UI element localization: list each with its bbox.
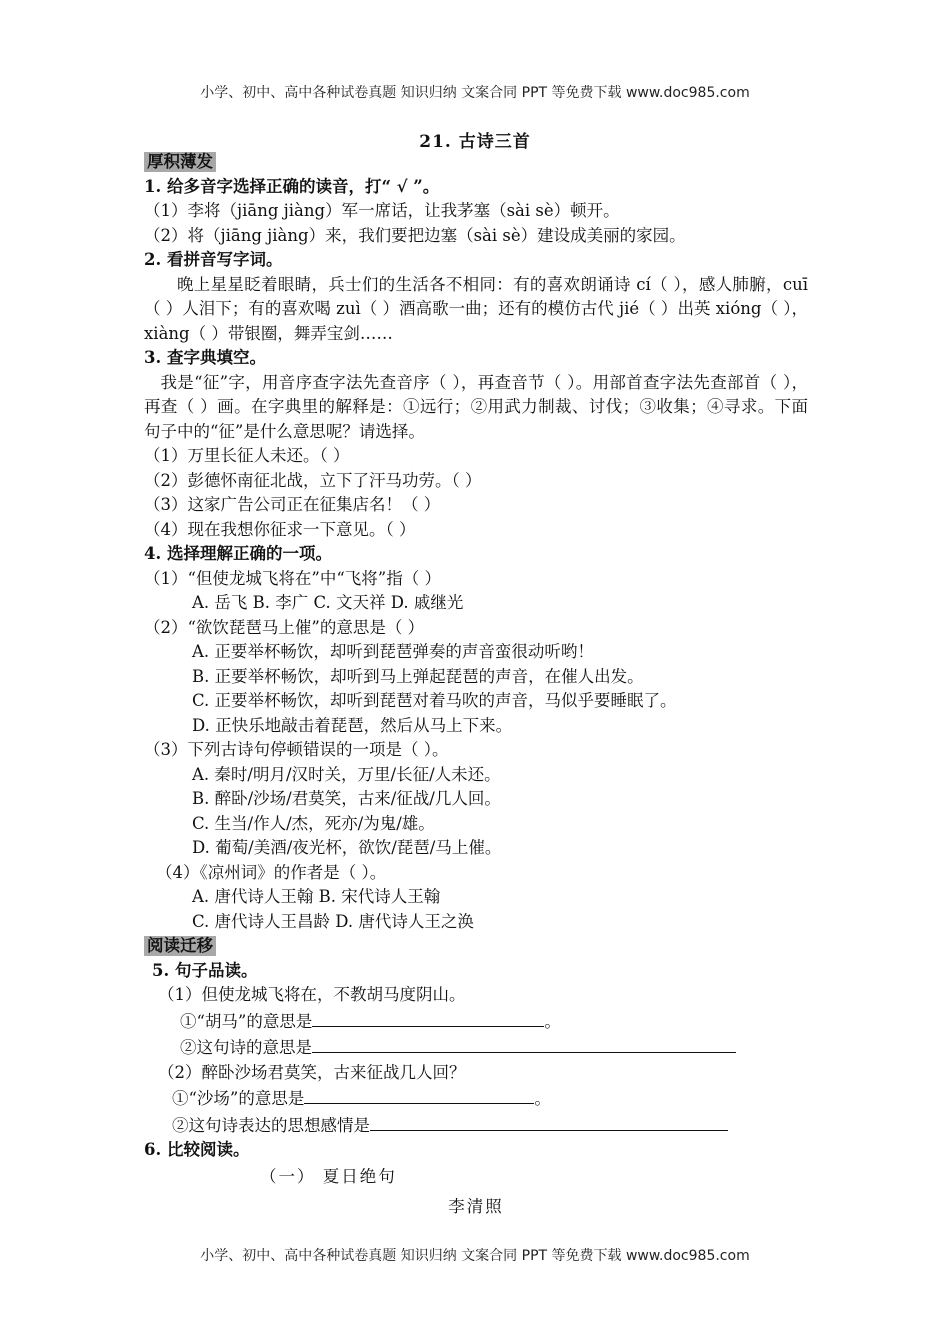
- question-4-sub-3-option-a: A. 秦时/明月/汉时关，万里/长征/人未还。: [192, 764, 501, 784]
- question-4-heading: 4. 选择理解正确的一项。: [144, 544, 332, 563]
- question-5-heading: 5. 句子品读。: [152, 960, 258, 980]
- page-footer: 小学、初中、高中各种试卷真题 知识归纳 文案合同 PPT 等免费下载 www.doc985.com: [200, 1248, 750, 1264]
- question-4-sub-4-options-row-2: C. 唐代诗人王昌龄 D. 唐代诗人王之涣: [192, 911, 474, 931]
- question-5-sub-1-a-row: [144, 1008, 808, 1035]
- question-5-sub-2-a-row: [144, 1085, 808, 1112]
- question-4-sub-1: （1）“但使龙城飞将在”中“飞将”指（ ）: [144, 568, 441, 588]
- question-5-sub-1-a: ①“胡马”的意思是: [180, 1011, 313, 1031]
- question-4-sub-1-options: A. 岳飞 B. 李广 C. 文天祥 D. 戚继光: [192, 593, 464, 612]
- answer-blank-feeling[interactable]: [370, 1112, 728, 1131]
- question-3-item-3: （3）这家广告公司正在征集店名！（ ）: [144, 495, 441, 514]
- page-title: 21. 古诗三首: [419, 132, 531, 152]
- question-5-sub-2-b: ②这句诗表达的思想感情是: [172, 1115, 370, 1135]
- question-1-item-1: （1）李将（jiāng jiàng）军一席话，让我茅塞（sài sè）顿开。: [144, 201, 620, 220]
- question-5-sub-1: （1）但使龙城飞将在，不教胡马度阴山。: [158, 985, 466, 1004]
- question-4-sub-4: （4）《凉州词》的作者是（ ）。: [156, 862, 387, 882]
- question-4-sub-3: （3）下列古诗句停顿错误的一项是（ ）。: [144, 740, 449, 759]
- question-4-sub-4-options-row-1: A. 唐代诗人王翰 B. 宋代诗人王翰: [192, 887, 441, 906]
- question-6-heading: 6. 比较阅读。: [144, 1140, 250, 1159]
- question-4-sub-2-option-b: B. 正要举杯畅饮，却听到马上弹起琵琶的声音，在催人出发。: [192, 666, 644, 686]
- question-2-heading: 2. 看拼音写字词。: [144, 250, 283, 269]
- section-tag-reading: 阅读迁移: [144, 936, 216, 956]
- question-1-item-2: （2）将（jiāng jiàng）来，我们要把边塞（sài sè）建设成美丽的家园。: [144, 225, 686, 245]
- question-2-paragraph: 晚上星星眨着眼睛，兵士们的生活各不相同：有的喜欢朗诵诗 cí（ ），感人肺腑，cuī（ ）人泪下；有的喜欢喝 zuì（ ）酒高歌一曲；还有的模仿古代 jié（ ）出英 xióng（ ），xiàng（ ）带银圈，舞弄宝剑……: [144, 274, 808, 343]
- answer-blank-meaning[interactable]: [312, 1034, 736, 1053]
- question-5-sub-1-b-row: [144, 1034, 808, 1061]
- question-4-sub-2-option-a: A. 正要举杯畅饮，却听到琵琶弹奏的声音蛮很动听哟！: [192, 642, 594, 661]
- question-4-sub-2-option-d: D. 正快乐地敲击着琵琶，然后从马上下来。: [192, 715, 513, 735]
- question-4-sub-3-option-b: B. 醉卧/沙场/君莫笑，古来/征战/几人回。: [192, 789, 501, 808]
- question-5-sub-2-b-row: [144, 1112, 808, 1139]
- question-5-sub-1-b: ②这句诗的意思是: [180, 1038, 312, 1057]
- poem-subtitle: （一） 夏日绝句: [260, 1166, 397, 1186]
- poem-author: 李清照: [448, 1197, 504, 1216]
- question-5-sub-2-a: ①“沙场”的意思是: [172, 1089, 305, 1108]
- question-5-sub-2: （2）醉卧沙场君莫笑，古来征战几人回？: [158, 1062, 466, 1082]
- question-3-paragraph: 我是“征”字，用音序查字法先查音序（ ），再查音节（ ）。用部首查字法先查部首（ ），再查（ ）画。在字典里的解释是：①远行；②用武力制裁、讨伐；③收集；④寻求。下面句子中的“征”是什么意思呢？请选择。: [144, 372, 808, 441]
- answer-blank-shachang[interactable]: [304, 1085, 534, 1104]
- section-tag-accumulate: 厚积薄发: [144, 152, 216, 172]
- answer-blank-humа[interactable]: [312, 1008, 544, 1027]
- question-3-item-1: （1）万里长征人未还。（ ）: [144, 446, 350, 465]
- worksheet-content: [144, 150, 808, 1220]
- period: 。: [544, 1011, 561, 1031]
- question-3-item-4: （4）现在我想你征求一下意见。（ ）: [144, 519, 416, 539]
- question-3-heading: 3. 查字典填空。: [144, 348, 266, 367]
- question-4-sub-2: （2）“欲饮琵琶马上催”的意思是（ ）: [144, 617, 425, 637]
- question-1-heading: 1. 给多音字选择正确的读音，打“ √ ”。: [144, 176, 440, 196]
- question-4-sub-3-option-d: D. 葡萄/美酒/夜光杯，欲饮/琵琶/马上催。: [192, 838, 502, 857]
- period: 。: [534, 1089, 551, 1108]
- question-4-sub-3-option-c: C. 生当/作人/杰，死亦/为鬼/雄。: [192, 813, 435, 833]
- page-header: 小学、初中、高中各种试卷真题 知识归纳 文案合同 PPT 等免费下载 www.doc985.com: [200, 85, 750, 101]
- question-3-item-2: （2）彭德怀南征北战，立下了汗马功劳。（ ）: [144, 470, 482, 490]
- question-4-sub-2-option-c: C. 正要举杯畅饮，却听到琵琶对着马吹的声音，马似乎要睡眠了。: [192, 691, 677, 710]
